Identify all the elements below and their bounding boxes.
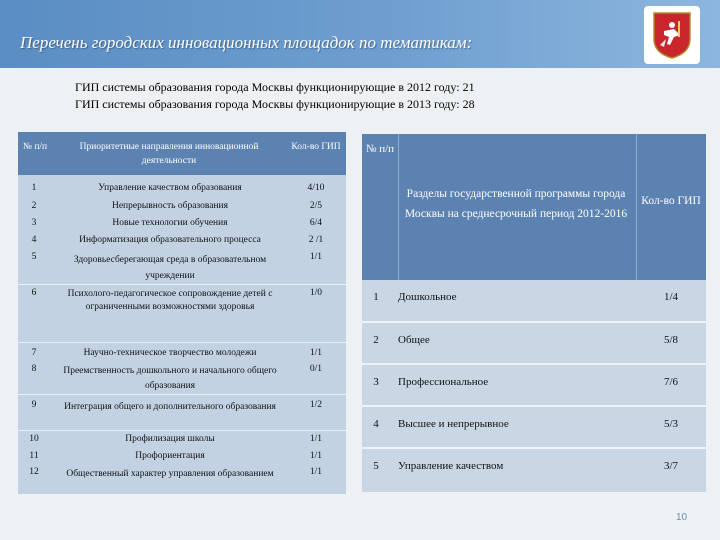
row-count: 1/0 [309,288,323,298]
table-row [362,407,706,447]
table-header [18,132,346,175]
summary-2012: ГИП системы образования города Москвы функционирующие в 2012 году: 21 [75,80,475,94]
row-direction: Профилизация школы [125,434,215,444]
row-count: 5/3 [663,418,679,430]
row-count: 3/7 [663,460,679,472]
row-count: 5/8 [663,334,679,346]
row-count: 1/1 [309,348,323,358]
row-direction: Здоровьесберегающая среда в образовательном учреждении [73,255,267,281]
row-num: 1 [373,291,379,303]
row-direction: Научно-техническое творчество молодежи [83,348,257,358]
row-count: 2/5 [309,201,323,211]
row-count: 6/4 [309,218,323,228]
row-count: 1/1 [309,451,323,461]
row-section: Общее [398,334,430,346]
title-bar [0,0,720,68]
column-header-section: Разделы государственной программы города Москвы на среднесрочный период 2012-2016 [404,188,628,220]
table-row [362,323,706,363]
row-direction: Новые технологии обучения [112,218,228,228]
table-body [18,175,346,494]
row-num: 4 [373,418,379,430]
page-number: 10 [676,512,688,523]
row-direction: Управление качеством образования [98,183,242,193]
row-num: 7 [31,348,37,358]
row-count: 1/4 [663,291,679,303]
row-section: Дошкольное [398,291,457,303]
row-divider [18,342,346,343]
row-num: 3 [31,218,37,228]
column-header-count: Кол-во ГИП [291,142,341,152]
column-header-num: № п/п [22,142,48,152]
row-count: 1/1 [309,467,323,477]
row-num: 3 [373,376,379,388]
program-sections-table [362,134,706,492]
column-divider [636,134,637,280]
table-header [362,134,706,280]
row-num: 5 [31,252,37,262]
row-num: 12 [29,467,39,477]
row-num: 10 [29,434,39,444]
row-num: 1 [31,183,37,193]
row-num: 11 [29,451,39,461]
row-count: 2 /1 [308,235,324,245]
row-divider [18,284,346,285]
table-row [362,280,706,320]
row-count: 7/6 [663,376,679,388]
row-divider [18,394,346,395]
row-num: 9 [31,400,37,410]
row-direction: Преемственность дошкольного и начального общего образования [63,366,277,391]
column-header-num: № п/п [365,143,395,155]
row-section: Управление качеством [398,460,504,472]
table-row [362,365,706,405]
row-direction: Непрерывность образования [111,201,228,211]
row-count: 4/10 [307,183,325,193]
row-section: Высшее и непрерывное [398,418,509,430]
row-direction: Общественный характер управления образованием [66,469,274,479]
summary-2013: ГИП системы образования города Москвы функционирующие в 2013 году: 28 [75,97,475,111]
row-count: 1/1 [309,252,323,262]
table-row [362,449,706,489]
row-count: 1/1 [309,434,323,444]
column-header-count: Кол-во ГИП [641,195,701,207]
row-num: 6 [31,288,37,298]
column-divider [398,134,399,280]
priority-directions-table [18,132,346,494]
column-header-direction: Приоритетные направления инновационной деятельности [79,142,259,166]
row-num: 5 [373,460,379,472]
row-count: 0/1 [309,364,323,374]
row-num: 2 [31,201,37,211]
row-divider [18,430,346,431]
row-num: 8 [31,364,37,374]
row-direction: Информатизация образовательного процесса [79,235,261,245]
row-num: 4 [31,235,37,245]
row-num: 2 [373,334,379,346]
row-direction: Интеграция общего и дополнительного образования [64,402,276,412]
row-section: Профессиональное [398,376,489,388]
row-direction: Профориентация [135,451,205,461]
page-title: Перечень городских инновационных площадок по тематикам: [20,33,473,52]
row-direction: Психолого-педагогическое сопровождение детей с ограниченными возможностями здоровья [67,289,273,312]
row-count: 1/2 [309,400,323,410]
moscow-coat-of-arms-icon [644,6,700,64]
